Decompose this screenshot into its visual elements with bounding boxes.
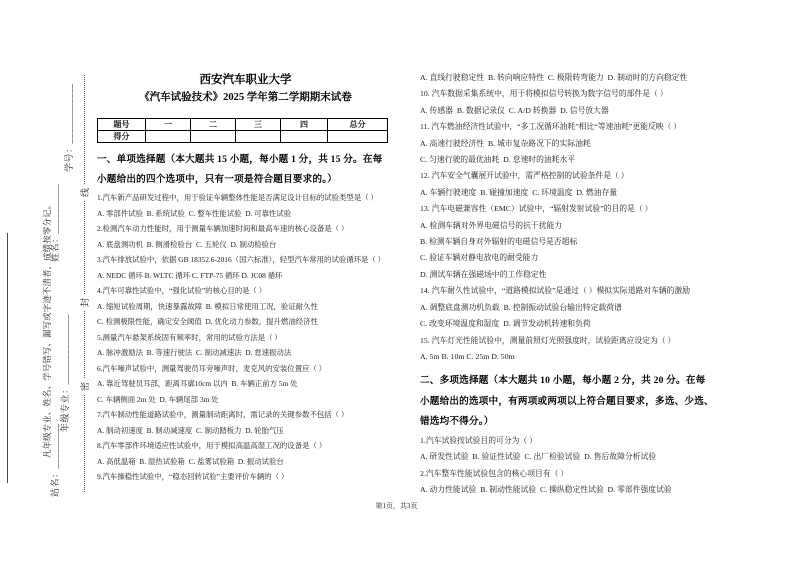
left-column (97, 74, 394, 485)
text-line: 14. 汽车耐久性试验中，“道路模拟试验”是通过（ ）模拟实际道路对车辆的激励 (420, 286, 691, 296)
score-cell-empty (281, 131, 328, 143)
text-line: 1.汽车试验按试验目的可分为（ ） (420, 435, 537, 445)
score-row-label: 得分 (98, 131, 146, 143)
text-line: C. 匀速行驶的最优油耗 D. 怠速时的油耗水平 (420, 155, 576, 165)
text-line: 小题给出的选项中，有两项或两项以上符合题目要求，多选、少选、 (420, 395, 714, 407)
score-cell-empty (236, 131, 281, 143)
grade-major-field: 年级专业：______________ (60, 314, 70, 432)
right-column-lines (420, 70, 740, 498)
seal-char-feng: 封 (78, 295, 91, 310)
score-cell-empty (328, 131, 388, 143)
text-line: 6.汽车噪声试验中，测量驾驶员耳旁噪声时，麦克风的安装位置应（ ） (97, 363, 327, 373)
score-header-cell: 题号 (98, 119, 146, 131)
zero-score-warning: 凡年级专业、姓名、学号错写、漏写或字迹不清者，成绩按零分记。 (43, 200, 52, 458)
text-line: A. 零部件试验 B. 系统试验 C. 整车性能试验 D. 可靠性试验 (97, 208, 292, 218)
page-edge-line (7, 233, 8, 483)
seal-char-mi: 密 (78, 379, 91, 394)
text-line: 10. 汽车数据采集系统中，用于将模拟信号转换为数字信号的部件是（ ） (420, 89, 668, 99)
text-line: A. 直线行驶稳定性 B. 转向响应特性 C. 极限转弯能力 D. 制动时的方向稳定性 (420, 73, 688, 82)
score-header-cell: 总分 (328, 119, 388, 131)
text-line: C. 验证车辆对静电放电的耐受能力 (420, 253, 539, 263)
text-line: 1.汽车新产品研发过程中，用于验证车辆整体性能是否满足设计目标的试验类型是（ ） (97, 193, 378, 202)
section-one-lines (97, 150, 394, 485)
text-line: 12. 汽车安全气囊展开试验中，需严格控制的试验条件是（ ） (420, 171, 629, 181)
text-line: 8.汽车零部件环境适应性试验中，用于模拟高温高湿工况的设备是（ ） (97, 441, 327, 450)
text-line: A. 脉冲激励法 B. 等速行驶法 C. 制动减速法 D. 怠速振动法 (97, 348, 292, 357)
text-line: 15. 汽车灯光性能试验中，测量前照灯光照强度时，试验距离应设定为（ ） (420, 335, 676, 345)
text-line: 错选均不得分。） (420, 416, 494, 428)
score-header-cell: 一 (146, 119, 191, 131)
text-line: A. 研发性试验 B. 验证性试验 C. 出厂检验试验 D. 售后故障分析试验 (420, 452, 657, 462)
score-cell-empty (191, 131, 236, 143)
score-header-cell: 四 (281, 119, 328, 131)
text-line: C. 改变环境温度和湿度 D. 调节发动机转速和负荷 (420, 319, 591, 329)
text-line: 2.汽车整车性能试验包含的核心项目有（ ） (420, 468, 569, 478)
text-line: 4.汽车可靠性试验中，“强化试验”的核心目的是（ ） (97, 286, 267, 295)
text-line: A. 调整底盘测功机负载 B. 控制振动试验台输出特定载荷谱 (420, 302, 622, 312)
text-line: A. 车辆行驶速度 B. 碰撞加速度 C. 环境温度 D. 燃油存量 (420, 187, 618, 197)
text-line: C. 车辆侧面 2m 处 D. 车辆尾部 3m 处 (97, 394, 219, 404)
text-line: 二、多项选择题（本大题共 10 小题，每小题 2 分，共 20 分。在每 (420, 375, 706, 387)
text-line: A. 5m B. 10m C. 25m D. 50m (420, 351, 515, 361)
text-line: 9.汽车操稳性试验中，“稳态回转试验”主要评价车辆的（ ） (97, 472, 289, 481)
text-line: 7.汽车制动性能道路试验中，测量制动距离时，需记录的关键参数不包括（ ） (97, 410, 349, 419)
text-line: A. 靠近驾驶员耳部，距离耳廓10cm 以内 B. 车辆正前方 5m 处 (97, 379, 298, 388)
text-line: A. NEDC 循环 B. WLTC 循环 C. FTP-75 循环 D. JC08 循环 (97, 270, 283, 280)
score-table (97, 118, 388, 143)
text-line: 小题给出的四个选项中，只有一项是符合题目要求的。） (97, 174, 338, 185)
student-id-field: 学号：____________ (64, 83, 74, 172)
score-cell-empty (146, 131, 191, 143)
score-header-cell: 二 (191, 119, 236, 131)
text-line: 11. 汽车燃油经济性试验中，“多工况循环油耗”相比“等速油耗”更能反映（ ） (420, 122, 682, 132)
seal-dotted-line (84, 75, 85, 492)
text-line: C. 检测极限性能，确定安全阈值 D. 优化动力参数，提升燃油经济性 (97, 317, 318, 326)
right-column (420, 70, 740, 498)
text-line: A. 缩短试验周期，快速暴露故障 B. 模拟日常使用工况，验证耐久性 (97, 301, 318, 311)
text-line: A. 动力性能试验 B. 制动性能试验 C. 操纵稳定性试验 D. 零部件强度试验 (420, 485, 672, 495)
text-line: 13. 汽车电磁兼容性（EMC）试验中，“辐射发射试验”的目的是（ ） (420, 204, 653, 214)
score-table-score-row (98, 131, 388, 143)
page-number: 第1页，共3页 (375, 502, 418, 510)
text-line: A. 检测车辆对外界电磁信号的抗干扰能力 (420, 220, 563, 230)
text-line: A. 传感器 B. 数据记录仪 C. A/D 转换器 D. 信号放大器 (420, 105, 609, 115)
station-name-field: 站名：_________ (50, 423, 60, 497)
text-line: D. 测试车辆在强磁场中的工作稳定性 (420, 269, 547, 279)
text-line: A. 制动初速度 B. 制动减速度 C. 制动踏板力 D. 轮胎气压 (97, 425, 284, 435)
student-name-field: 姓名：__________ (50, 183, 60, 262)
score-header-cell: 三 (236, 119, 281, 131)
exam-title: 《汽车试验技术》2025 学年第二学期期末试卷 (139, 92, 352, 103)
seal-char-xian: 线 (78, 185, 91, 200)
text-line: A. 高低温箱 B. 湿热试验箱 C. 盐雾试验箱 D. 振动试验台 (97, 456, 284, 466)
text-line: 一、单项选择题（本大题共 15 小题，每小题 1 分，共 15 分。在每 (97, 154, 383, 165)
text-line: B. 检测车辆自身对外辐射的电磁信号是否超标 (420, 237, 578, 247)
text-line: 3.汽车排放试验中，依据 GB 18352.6-2016（国六标准），轻型汽车常用的试验循环是（ ） (97, 255, 386, 264)
university-title: 西安汽车职业大学 (199, 74, 292, 86)
text-line: A. 高速行驶经济性 B. 城市复杂路况下的实际油耗 (420, 138, 591, 148)
text-line: A. 底盘测功机 B. 侧滑检验台 C. 五轮仪 D. 制动检验台 (97, 239, 277, 249)
text-line: 2.检测汽车动力性能时，用于测量车辆加速时间和最高车速的核心设备是（ ） (97, 224, 349, 233)
text-line: 5.测量汽车悬架系统固有频率时，常用的试验方法是（ ） (97, 332, 282, 342)
score-table-header-row (98, 119, 388, 131)
